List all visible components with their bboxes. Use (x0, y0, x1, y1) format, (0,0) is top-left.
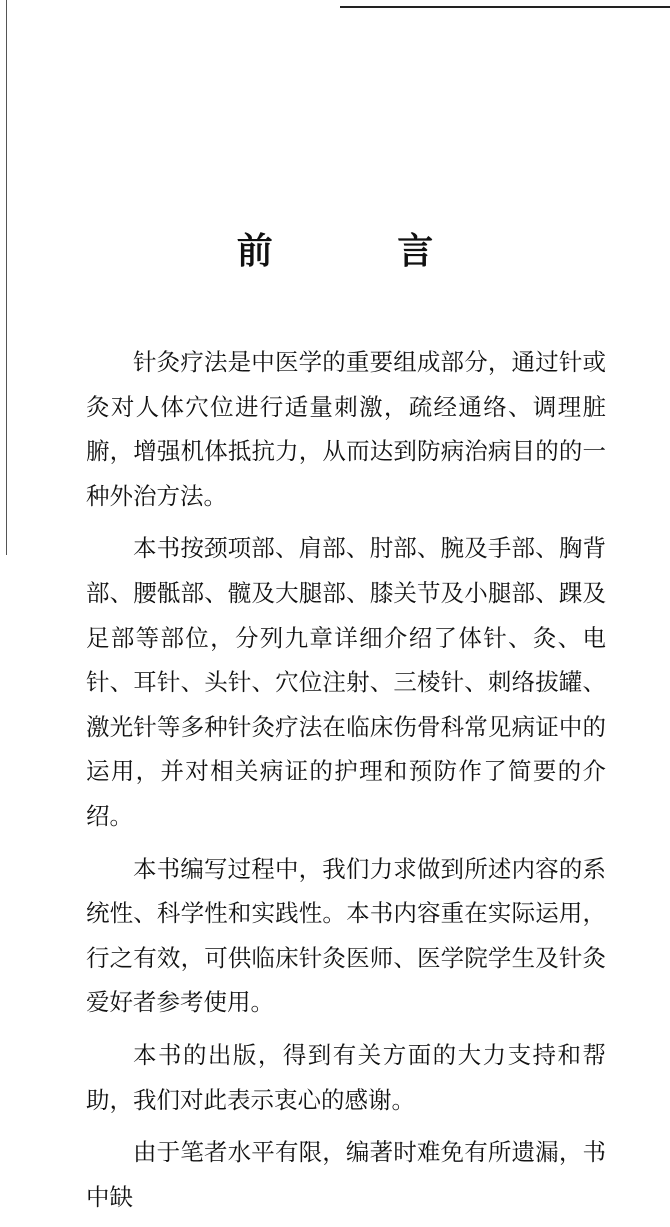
top-rule (340, 6, 670, 8)
paragraph-4: 本书的出版，得到有关方面的大力支持和帮助，我们对此表示衷心的感谢。 (86, 1040, 606, 1114)
page-title: 前 言 (236, 231, 490, 272)
paragraph-5: 由于笔者水平有限，编著时难免有所遗漏，书中缺 (86, 1138, 606, 1211)
paragraph-3: 本书编写过程中，我们力求做到所述内容的系统性、科学性和实践性。本书内容重在实际运用，行之有效，可供临床针灸医师、医学院学生及针灸爱好者参考使用。 (86, 854, 606, 1017)
paragraph-2: 本书按颈项部、肩部、肘部、腕及手部、胸背部、腰骶部、髋及大腿部、膝关节及小腿部、踝及足部等部位，分列九章详细介绍了体针、灸、电针、耳针、头针、穴位注射、三棱针、刺络拔罐、激光针等多种针灸疗法在临床伤骨科常见病证中的运用，并对相关病证的护理和预防作了简要的介绍。 (86, 534, 606, 830)
page-edge-line (6, 0, 7, 555)
paragraph-1: 针灸疗法是中医学的重要组成部分，通过针或灸对人体穴位进行适量刺激，疏经通络、调理脏腑，增强机体抵抗力，从而达到防病治病目的的一种外治方法。 (86, 348, 606, 510)
preface-body (86, 340, 606, 1227)
